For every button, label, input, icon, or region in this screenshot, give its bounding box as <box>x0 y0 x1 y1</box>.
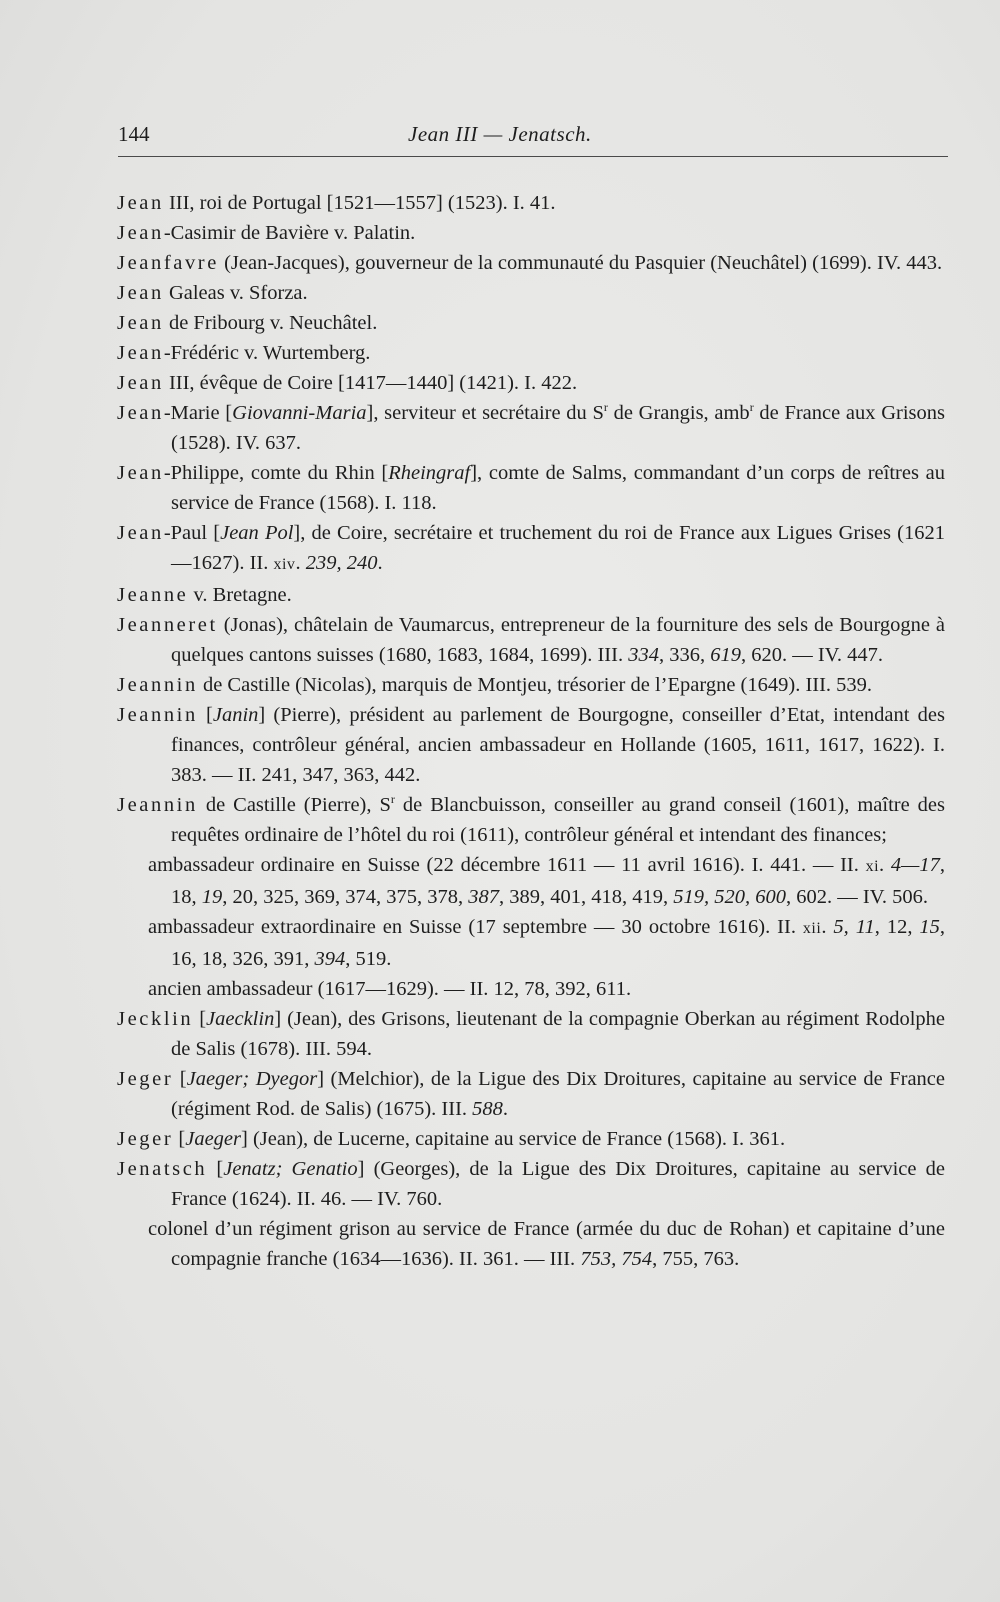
index-entry <box>117 338 945 368</box>
subentry-text: . <box>879 854 891 876</box>
entry-italic-pages: 394 <box>314 948 346 970</box>
entry-text: III, roi de Portugal [1521—1557] (1523). I. 41. <box>163 192 556 214</box>
entry-headword: Jean <box>117 312 164 334</box>
entry-text: [ <box>173 1128 186 1150</box>
subentry-text: ambassadeur extraordinaire en Suisse (17 septembre — 30 octobre 1616). II. <box>148 916 803 938</box>
entry-superscript: r <box>390 792 395 807</box>
entry-italic-pages: 239, 240 <box>305 552 378 574</box>
index-subentry <box>117 912 945 974</box>
entry-headword: Jean <box>117 402 164 424</box>
entry-text: ] (Pierre), président au parlement de Bourgogne, conseiller d’Etat, intendant des finances, contrôleur général, ancien ambassadeur en Hollande (1605, 1611, 1617, 1622). I. 383. — II. 241, 347, 363, 442. <box>171 704 945 786</box>
entry-headword: Jecklin <box>117 1008 194 1030</box>
index-subentry <box>117 850 945 912</box>
index-entry <box>117 790 945 850</box>
index-entry <box>117 368 945 398</box>
entry-text: (Jean-Jacques), gouverneur de la communauté du Pasquier (Neuchâtel) (1699). IV. 443. <box>218 252 943 274</box>
entry-text: -Casimir de Bavière v. Palatin. <box>163 222 416 244</box>
index-entry <box>117 518 945 580</box>
entry-text: ], de Coire, secrétaire et truchement du roi de France aux Ligues Grises (1621—1627). II. <box>171 522 945 574</box>
index-entry <box>117 278 945 308</box>
entry-text: v. Bretagne. <box>188 584 292 606</box>
entry-italic-pages: 19 <box>201 886 223 908</box>
index-entry <box>117 670 945 700</box>
entry-italic-pages: 4—17 <box>890 854 940 876</box>
entry-text: , 336, <box>658 644 711 666</box>
index-entry <box>117 218 945 248</box>
index-entry <box>117 398 945 458</box>
entry-text: de France aux Grisons (1528). IV. 637. <box>171 402 945 454</box>
entry-headword: Jeannin <box>117 704 198 726</box>
index-entry <box>117 308 945 338</box>
entry-headword: Jeanfavre <box>117 252 219 274</box>
entry-headword: Jeanneret <box>117 614 218 636</box>
entry-headword: Jeger <box>117 1068 174 1090</box>
entry-text: -Marie [ <box>163 402 233 424</box>
entry-text: -Frédéric v. Wurtemberg. <box>163 342 371 364</box>
entry-variant-name: Jaecklin <box>206 1008 275 1030</box>
entry-text: III, évêque de Coire [1417—1440] (1421). I. 422. <box>163 372 578 394</box>
entry-italic-pages: 619 <box>710 644 741 666</box>
entry-text: -Paul [ <box>163 522 221 544</box>
entry-text: ] (Georges), de la Ligue des Dix Droitures, capitaine au service de France (1624). II. 46. — IV. 760. <box>171 1158 945 1210</box>
page-header <box>118 122 948 157</box>
entry-text: (Jonas), châtelain de Vaumarcus, entrepreneur de la fourniture des sels de Bourgogne à quelques cantons suisses (1680, 1683, 1684, 1699). III. <box>171 614 945 666</box>
entry-headword: Jeannin <box>117 794 198 816</box>
entry-text: , 620. — IV. 447. <box>740 644 883 666</box>
subentry-text: , 16, 18, 326, 391, <box>171 916 946 970</box>
entry-superscript: r <box>603 400 608 415</box>
entry-variant-name: Jaeger; Dyegor <box>186 1068 318 1090</box>
entry-headword: Jean <box>117 192 164 214</box>
index-entry <box>117 580 945 610</box>
entry-headword: Jean <box>117 222 164 244</box>
index-entry <box>117 188 945 218</box>
index-entry <box>117 610 945 670</box>
index-entry <box>117 248 945 278</box>
subentry-text: , 602. — IV. 506. <box>786 886 928 908</box>
entry-headword: Jeger <box>117 1128 174 1150</box>
entry-text: [ <box>197 704 213 726</box>
index-subentry <box>117 1214 945 1274</box>
entry-text: de Castille (Nicolas), marquis de Montjeu, trésorier de l’Epargne (1649). III. 539. <box>197 674 873 696</box>
entry-text: ], serviteur et secrétaire du S <box>366 402 604 424</box>
entry-variant-name: Jenatz; Genatio <box>223 1158 358 1180</box>
entry-volume-part: xiv <box>273 556 296 573</box>
entry-text: [ <box>207 1158 224 1180</box>
entry-italic-pages: 5, 11 <box>833 916 875 938</box>
entry-headword: Jeanne <box>117 584 189 606</box>
subentry-text: , 519. <box>345 948 392 970</box>
entry-headword: Jenatsch <box>117 1158 208 1180</box>
subentry-text: , 20, 325, 369, 374, 375, 378, <box>222 886 469 908</box>
subentry-text: ambassadeur ordinaire en Suisse (22 décembre 1611 — 11 avril 1616). I. 441. — II. <box>148 854 866 876</box>
entry-variant-name: Jaeger <box>185 1128 241 1150</box>
subentry-text: colonel d’un régiment grison au service de France (armée du duc de Rohan) et capitaine d’une compagnie franche (1634—1636). II. 361. — III. <box>148 1218 945 1270</box>
entry-text: -Philippe, comte du Rhin [ <box>163 462 389 484</box>
entry-text: ] (Jean), de Lucerne, capitaine au service de France (1568). I. 361. <box>241 1128 786 1150</box>
entry-headword: Jean <box>117 282 164 304</box>
entry-variant-name: Rheingraf <box>388 462 471 484</box>
entry-superscript: r <box>749 400 754 415</box>
subentry-text: , 755, 763. <box>652 1248 740 1270</box>
entry-volume-part: xii <box>802 920 822 937</box>
entry-italic-pages: 334 <box>628 644 659 666</box>
entry-text: ] (Melchior), de la Ligue des Dix Droitures, capitaine au service de France (régiment Rod. de Salis) (1675). III. <box>171 1068 945 1120</box>
entry-italic-pages: 753, 754 <box>580 1248 653 1270</box>
index-entries <box>117 188 945 1274</box>
index-entry <box>117 1154 945 1214</box>
subentry-text: , 389, 401, 418, 419, <box>499 886 674 908</box>
index-entry <box>117 1124 945 1154</box>
entry-headword: Jean <box>117 462 164 484</box>
subentry-text: , 12, <box>874 916 920 938</box>
entry-variant-name: Jean Pol <box>220 522 294 544</box>
entry-volume-part: xi <box>865 858 880 875</box>
subentry-text: ancien ambassadeur (1617—1629). — II. 12, 78, 392, 611. <box>148 978 632 1000</box>
index-entry <box>117 458 945 518</box>
entry-variant-name: Janin <box>212 704 259 726</box>
entry-text: Galeas v. Sforza. <box>163 282 308 304</box>
entry-headword: Jeannin <box>117 674 198 696</box>
entry-text: . <box>377 552 383 574</box>
entry-italic-pages: 387 <box>468 886 499 908</box>
entry-italic-pages: 519, 520, 600 <box>673 886 786 908</box>
entry-text: de Castille (Pierre), S <box>197 794 391 816</box>
entry-text: . <box>295 552 306 574</box>
entry-text: . <box>502 1098 509 1120</box>
entry-text: ], comte de Salms, commandant d’un corps de reîtres au service de France (1568). I. 118. <box>171 462 945 514</box>
index-entry <box>117 700 945 790</box>
entry-text: [ <box>173 1068 187 1090</box>
entry-text: de Grangis, amb <box>607 402 750 424</box>
page-number: 144 <box>118 122 150 146</box>
index-entry <box>117 1064 945 1124</box>
subentry-text: . <box>821 916 834 938</box>
entry-headword: Jean <box>117 522 164 544</box>
entry-headword: Jean <box>117 372 164 394</box>
entry-text: ] (Jean), des Grisons, lieutenant de la compagnie Oberkan au régiment Rodolphe de Salis (1678). III. 594. <box>171 1008 946 1060</box>
running-title: Jean III — Jenatsch. <box>408 122 592 146</box>
entry-headword: Jean <box>117 342 164 364</box>
subentry-text: , 18, <box>171 854 946 908</box>
index-entry <box>117 1004 945 1064</box>
entry-variant-name: Giovanni-Maria <box>232 402 367 424</box>
index-subentry <box>117 974 945 1004</box>
entry-italic-pages: 15 <box>919 916 940 938</box>
entry-text: de Blancbuisson, conseiller au grand conseil (1601), maître des requêtes ordinaire de l’hôtel du roi (1611), contrôleur général et intendant des finances; <box>171 794 946 846</box>
entry-italic-pages: 588 <box>472 1098 503 1120</box>
entry-text: [ <box>193 1008 207 1030</box>
entry-text: de Fribourg v. Neuchâtel. <box>163 312 378 334</box>
